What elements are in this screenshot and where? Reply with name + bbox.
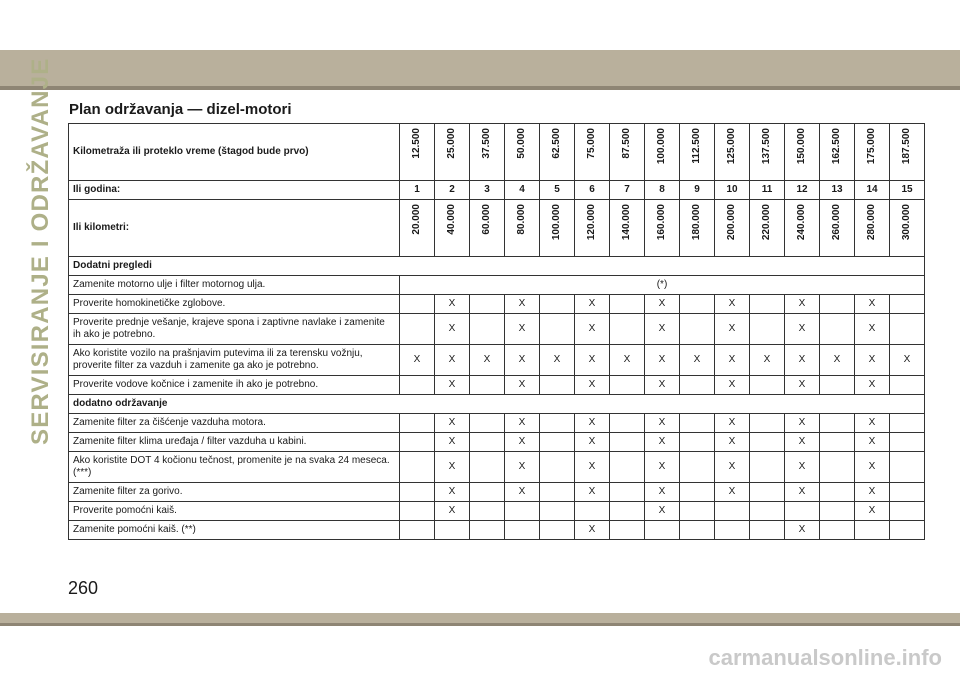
year-cell: 4 bbox=[505, 181, 540, 200]
km-value: 220.000 bbox=[761, 204, 772, 241]
task-mark-cell bbox=[890, 452, 925, 483]
task-mark-cell bbox=[820, 483, 855, 502]
task-mark-cell: X bbox=[645, 314, 680, 345]
mileage-value: 62.500 bbox=[551, 128, 562, 159]
task-mark-cell bbox=[610, 376, 645, 395]
km-value: 40.000 bbox=[446, 204, 457, 235]
km-cell bbox=[890, 200, 925, 257]
mileage-value: 100.000 bbox=[656, 128, 667, 165]
km-cell bbox=[400, 200, 435, 257]
km-value: 280.000 bbox=[866, 204, 877, 241]
mileage-header-cell bbox=[645, 124, 680, 181]
maintenance-table bbox=[68, 123, 925, 540]
section-label: Dodatni pregledi bbox=[69, 257, 925, 276]
task-mark-cell: X bbox=[645, 295, 680, 314]
km-cell bbox=[435, 200, 470, 257]
task-mark-cell bbox=[400, 414, 435, 433]
task-mark-cell bbox=[820, 452, 855, 483]
task-mark-cell bbox=[680, 483, 715, 502]
mileage-value: 150.000 bbox=[796, 128, 807, 165]
task-mark-cell bbox=[785, 502, 820, 521]
task-mark-cell: X bbox=[645, 345, 680, 376]
task-mark-cell: X bbox=[505, 452, 540, 483]
task-mark-cell bbox=[470, 433, 505, 452]
footer-band bbox=[0, 613, 960, 623]
km-row bbox=[69, 200, 925, 257]
task-mark-cell bbox=[750, 483, 785, 502]
km-value: 240.000 bbox=[796, 204, 807, 241]
task-mark-cell bbox=[890, 295, 925, 314]
task-mark-cell bbox=[610, 521, 645, 540]
year-cell: 3 bbox=[470, 181, 505, 200]
task-mark-cell: X bbox=[575, 345, 610, 376]
section-row bbox=[69, 257, 925, 276]
km-cell bbox=[785, 200, 820, 257]
task-mark-cell bbox=[540, 314, 575, 345]
task-row bbox=[69, 433, 925, 452]
task-mark-cell bbox=[610, 295, 645, 314]
km-cell bbox=[680, 200, 715, 257]
mileage-value: 125.000 bbox=[726, 128, 737, 165]
task-mark-cell bbox=[505, 502, 540, 521]
year-cell: 14 bbox=[855, 181, 890, 200]
task-label: Ako koristite DOT 4 kočionu tečnost, promenite je na svaka 24 meseca. (***) bbox=[69, 452, 400, 483]
km-value: 20.000 bbox=[411, 204, 422, 235]
header-band-underline bbox=[0, 86, 960, 90]
task-row bbox=[69, 376, 925, 395]
task-mark-cell: X bbox=[855, 345, 890, 376]
task-row bbox=[69, 521, 925, 540]
task-mark-cell: X bbox=[855, 502, 890, 521]
task-row bbox=[69, 295, 925, 314]
task-mark-cell bbox=[470, 414, 505, 433]
mileage-value: 37.500 bbox=[481, 128, 492, 159]
task-mark-cell: X bbox=[785, 414, 820, 433]
mileage-header-cell bbox=[505, 124, 540, 181]
mileage-header-cell bbox=[610, 124, 645, 181]
km-value: 180.000 bbox=[691, 204, 702, 241]
years-label: Ili godina: bbox=[69, 181, 400, 200]
task-mark-cell bbox=[890, 502, 925, 521]
mileage-value: 50.000 bbox=[516, 128, 527, 159]
mileage-header-label: Kilometraža ili proteklo vreme (štagod bude prvo) bbox=[69, 124, 400, 181]
task-mark-cell bbox=[890, 376, 925, 395]
top-margin bbox=[0, 0, 960, 46]
task-label: Zamenite filter za čišćenje vazduha motora. bbox=[69, 414, 400, 433]
task-mark-cell bbox=[400, 433, 435, 452]
task-mark-cell: X bbox=[855, 452, 890, 483]
task-mark-cell: X bbox=[575, 521, 610, 540]
task-mark-cell: X bbox=[855, 295, 890, 314]
task-mark-cell bbox=[890, 314, 925, 345]
task-mark-cell bbox=[820, 521, 855, 540]
task-mark-cell: X bbox=[575, 452, 610, 483]
task-mark-cell: X bbox=[540, 345, 575, 376]
year-cell: 12 bbox=[785, 181, 820, 200]
task-mark-cell bbox=[470, 483, 505, 502]
task-mark-cell bbox=[505, 521, 540, 540]
mileage-header-cell bbox=[785, 124, 820, 181]
year-cell: 1 bbox=[400, 181, 435, 200]
task-mark-cell bbox=[470, 502, 505, 521]
km-cell bbox=[855, 200, 890, 257]
task-label: Proverite pomoćni kaiš. bbox=[69, 502, 400, 521]
task-label: Ako koristite vozilo na prašnjavim putevima ili za terensku vožnju, proverite filter za vazduh i zamenite ga ako je potrebno. bbox=[69, 345, 400, 376]
task-mark-cell bbox=[400, 376, 435, 395]
header-band bbox=[0, 50, 960, 86]
task-mark-cell: X bbox=[435, 483, 470, 502]
km-value: 160.000 bbox=[656, 204, 667, 241]
task-mark-cell: X bbox=[855, 376, 890, 395]
task-mark-cell: X bbox=[505, 414, 540, 433]
maintenance-table-body bbox=[69, 124, 925, 540]
task-mark-cell: X bbox=[855, 314, 890, 345]
mileage-value: 187.500 bbox=[901, 128, 912, 165]
watermark: carmanualsonline.info bbox=[708, 645, 942, 670]
mileage-value: 75.000 bbox=[586, 128, 597, 159]
mileage-value: 162.500 bbox=[831, 128, 842, 165]
km-cell bbox=[645, 200, 680, 257]
year-cell: 13 bbox=[820, 181, 855, 200]
task-mark-cell bbox=[820, 502, 855, 521]
task-mark-cell: X bbox=[785, 295, 820, 314]
task-row bbox=[69, 414, 925, 433]
task-mark-cell: X bbox=[575, 414, 610, 433]
mileage-header-cell bbox=[680, 124, 715, 181]
task-mark-cell bbox=[610, 414, 645, 433]
km-cell bbox=[470, 200, 505, 257]
task-mark-cell bbox=[750, 414, 785, 433]
mileage-header-cell bbox=[575, 124, 610, 181]
task-mark-cell bbox=[750, 314, 785, 345]
task-mark-cell: X bbox=[890, 345, 925, 376]
year-cell: 11 bbox=[750, 181, 785, 200]
task-mark-cell bbox=[540, 295, 575, 314]
mileage-header-cell bbox=[715, 124, 750, 181]
km-value: 200.000 bbox=[726, 204, 737, 241]
task-mark-cell: X bbox=[750, 345, 785, 376]
km-value: 300.000 bbox=[901, 204, 912, 241]
task-mark-cell: X bbox=[505, 295, 540, 314]
year-cell: 6 bbox=[575, 181, 610, 200]
mileage-header-cell bbox=[470, 124, 505, 181]
km-value: 260.000 bbox=[831, 204, 842, 241]
task-mark-cell: X bbox=[505, 433, 540, 452]
task-mark-cell: X bbox=[645, 483, 680, 502]
task-label: Zamenite filter klima uređaja / filter vazduha u kabini. bbox=[69, 433, 400, 452]
task-mark-cell: X bbox=[435, 414, 470, 433]
task-mark-cell: X bbox=[505, 314, 540, 345]
mileage-header-cell bbox=[540, 124, 575, 181]
task-mark-cell bbox=[820, 295, 855, 314]
page-number: 260 bbox=[68, 578, 99, 598]
task-mark-cell bbox=[750, 376, 785, 395]
task-mark-cell: X bbox=[855, 414, 890, 433]
task-mark-cell bbox=[610, 452, 645, 483]
task-mark-cell bbox=[890, 414, 925, 433]
task-mark-cell: X bbox=[645, 433, 680, 452]
task-mark-cell: X bbox=[645, 376, 680, 395]
task-mark-cell: X bbox=[785, 433, 820, 452]
task-row bbox=[69, 452, 925, 483]
task-mark-cell bbox=[470, 295, 505, 314]
task-mark-cell bbox=[470, 452, 505, 483]
task-mark-cell bbox=[400, 521, 435, 540]
task-mark-cell: X bbox=[435, 502, 470, 521]
task-mark-cell bbox=[680, 502, 715, 521]
task-mark-cell bbox=[470, 376, 505, 395]
task-mark-cell bbox=[540, 414, 575, 433]
year-cell: 10 bbox=[715, 181, 750, 200]
years-row bbox=[69, 181, 925, 200]
task-mark-cell: X bbox=[645, 414, 680, 433]
task-mark-cell: X bbox=[680, 345, 715, 376]
footer-band-underline bbox=[0, 623, 960, 626]
task-mark-cell bbox=[750, 452, 785, 483]
km-cell bbox=[610, 200, 645, 257]
km-cell bbox=[540, 200, 575, 257]
task-mark-cell: X bbox=[435, 452, 470, 483]
task-mark-cell bbox=[680, 414, 715, 433]
section-row bbox=[69, 395, 925, 414]
year-cell: 15 bbox=[890, 181, 925, 200]
task-mark-cell bbox=[540, 483, 575, 502]
task-label: Zamenite filter za gorivo. bbox=[69, 483, 400, 502]
task-mark-cell: X bbox=[470, 345, 505, 376]
km-cell bbox=[750, 200, 785, 257]
section-label: dodatno održavanje bbox=[69, 395, 925, 414]
task-mark-cell bbox=[540, 376, 575, 395]
task-mark-cell bbox=[820, 433, 855, 452]
task-mark-cell bbox=[610, 502, 645, 521]
task-label: Zamenite motorno ulje i filter motornog ulja. bbox=[69, 276, 400, 295]
task-row bbox=[69, 276, 925, 295]
task-mark-cell: X bbox=[715, 414, 750, 433]
task-mark-cell: X bbox=[855, 433, 890, 452]
task-mark-cell: X bbox=[785, 376, 820, 395]
mileage-header-cell bbox=[435, 124, 470, 181]
task-label: Proverite prednje vešanje, krajeve spona i zaptivne navlake i zamenite ih ako je potrebno. bbox=[69, 314, 400, 345]
year-cell: 8 bbox=[645, 181, 680, 200]
task-mark-cell: X bbox=[715, 376, 750, 395]
task-mark-cell bbox=[610, 314, 645, 345]
year-cell: 5 bbox=[540, 181, 575, 200]
task-mark-cell: X bbox=[645, 502, 680, 521]
task-mark-cell: X bbox=[855, 483, 890, 502]
task-mark-cell: X bbox=[505, 376, 540, 395]
mileage-header-row bbox=[69, 124, 925, 181]
km-cell bbox=[820, 200, 855, 257]
year-cell: 2 bbox=[435, 181, 470, 200]
task-mark-cell bbox=[750, 502, 785, 521]
mileage-header-cell bbox=[400, 124, 435, 181]
task-row bbox=[69, 483, 925, 502]
task-mark-cell: X bbox=[435, 433, 470, 452]
task-mark-cell bbox=[680, 295, 715, 314]
task-mark-cell: X bbox=[505, 483, 540, 502]
task-mark-cell bbox=[820, 376, 855, 395]
task-mark-cell bbox=[400, 502, 435, 521]
year-cell: 9 bbox=[680, 181, 715, 200]
task-mark-cell: X bbox=[610, 345, 645, 376]
task-mark-cell: X bbox=[715, 452, 750, 483]
task-mark-cell: X bbox=[785, 483, 820, 502]
task-mark-cell: X bbox=[575, 295, 610, 314]
task-mark-cell bbox=[890, 521, 925, 540]
task-mark-cell: X bbox=[575, 433, 610, 452]
task-mark-cell: X bbox=[785, 521, 820, 540]
section-side-title: SERVISIRANJE I ODRŽAVANJE bbox=[27, 57, 54, 445]
mileage-value: 12.500 bbox=[411, 128, 422, 159]
task-mark-cell bbox=[400, 483, 435, 502]
mileage-value: 112.500 bbox=[691, 128, 702, 164]
task-mark-cell bbox=[680, 314, 715, 345]
task-mark-cell bbox=[855, 521, 890, 540]
mileage-value: 175.000 bbox=[866, 128, 877, 165]
task-mark-cell: X bbox=[435, 295, 470, 314]
task-mark-cell: X bbox=[435, 345, 470, 376]
task-mark-cell bbox=[715, 502, 750, 521]
task-span-note: (*) bbox=[400, 276, 925, 295]
km-value: 60.000 bbox=[481, 204, 492, 235]
task-mark-cell: X bbox=[715, 295, 750, 314]
task-mark-cell: X bbox=[820, 345, 855, 376]
task-mark-cell bbox=[470, 521, 505, 540]
mileage-value: 87.500 bbox=[621, 128, 632, 159]
task-mark-cell bbox=[400, 295, 435, 314]
task-mark-cell: X bbox=[575, 483, 610, 502]
task-row bbox=[69, 502, 925, 521]
km-label: Ili kilometri: bbox=[69, 200, 400, 257]
task-mark-cell bbox=[435, 521, 470, 540]
task-mark-cell bbox=[610, 433, 645, 452]
task-mark-cell: X bbox=[715, 314, 750, 345]
task-mark-cell bbox=[680, 521, 715, 540]
task-mark-cell: X bbox=[400, 345, 435, 376]
task-mark-cell: X bbox=[575, 314, 610, 345]
mileage-value: 137.500 bbox=[761, 128, 772, 165]
task-mark-cell bbox=[540, 502, 575, 521]
km-cell bbox=[505, 200, 540, 257]
task-label: Zamenite pomoćni kaiš. (**) bbox=[69, 521, 400, 540]
task-mark-cell bbox=[400, 314, 435, 345]
year-cell: 7 bbox=[610, 181, 645, 200]
mileage-header-cell bbox=[855, 124, 890, 181]
task-mark-cell: X bbox=[785, 452, 820, 483]
task-mark-cell: X bbox=[435, 314, 470, 345]
task-mark-cell: X bbox=[715, 345, 750, 376]
km-value: 120.000 bbox=[586, 204, 597, 241]
task-mark-cell bbox=[680, 433, 715, 452]
km-value: 80.000 bbox=[516, 204, 527, 235]
task-label: Proverite homokinetičke zglobove. bbox=[69, 295, 400, 314]
page-title: Plan održavanja — dizel-motori bbox=[69, 101, 292, 118]
task-mark-cell bbox=[890, 433, 925, 452]
task-mark-cell bbox=[645, 521, 680, 540]
mileage-value: 25.000 bbox=[446, 128, 457, 159]
mileage-header-cell bbox=[890, 124, 925, 181]
task-mark-cell: X bbox=[575, 376, 610, 395]
task-mark-cell bbox=[750, 433, 785, 452]
task-mark-cell bbox=[400, 452, 435, 483]
task-mark-cell bbox=[575, 502, 610, 521]
km-value: 100.000 bbox=[551, 204, 562, 241]
task-mark-cell: X bbox=[645, 452, 680, 483]
km-value: 140.000 bbox=[621, 204, 632, 241]
task-mark-cell: X bbox=[715, 483, 750, 502]
task-mark-cell: X bbox=[785, 314, 820, 345]
km-cell bbox=[715, 200, 750, 257]
task-mark-cell: X bbox=[435, 376, 470, 395]
mileage-header-cell bbox=[820, 124, 855, 181]
km-cell bbox=[575, 200, 610, 257]
task-mark-cell bbox=[750, 521, 785, 540]
task-mark-cell bbox=[820, 314, 855, 345]
task-row bbox=[69, 345, 925, 376]
task-mark-cell: X bbox=[785, 345, 820, 376]
task-mark-cell bbox=[715, 521, 750, 540]
task-mark-cell bbox=[680, 376, 715, 395]
task-mark-cell bbox=[750, 295, 785, 314]
task-mark-cell: X bbox=[715, 433, 750, 452]
task-mark-cell: X bbox=[505, 345, 540, 376]
task-mark-cell bbox=[890, 483, 925, 502]
task-mark-cell bbox=[820, 414, 855, 433]
task-mark-cell bbox=[540, 521, 575, 540]
task-mark-cell bbox=[540, 433, 575, 452]
task-mark-cell bbox=[470, 314, 505, 345]
task-mark-cell bbox=[610, 483, 645, 502]
task-row bbox=[69, 314, 925, 345]
task-label: Proverite vodove kočnice i zamenite ih ako je potrebno. bbox=[69, 376, 400, 395]
task-mark-cell bbox=[680, 452, 715, 483]
task-mark-cell bbox=[540, 452, 575, 483]
mileage-header-cell bbox=[750, 124, 785, 181]
